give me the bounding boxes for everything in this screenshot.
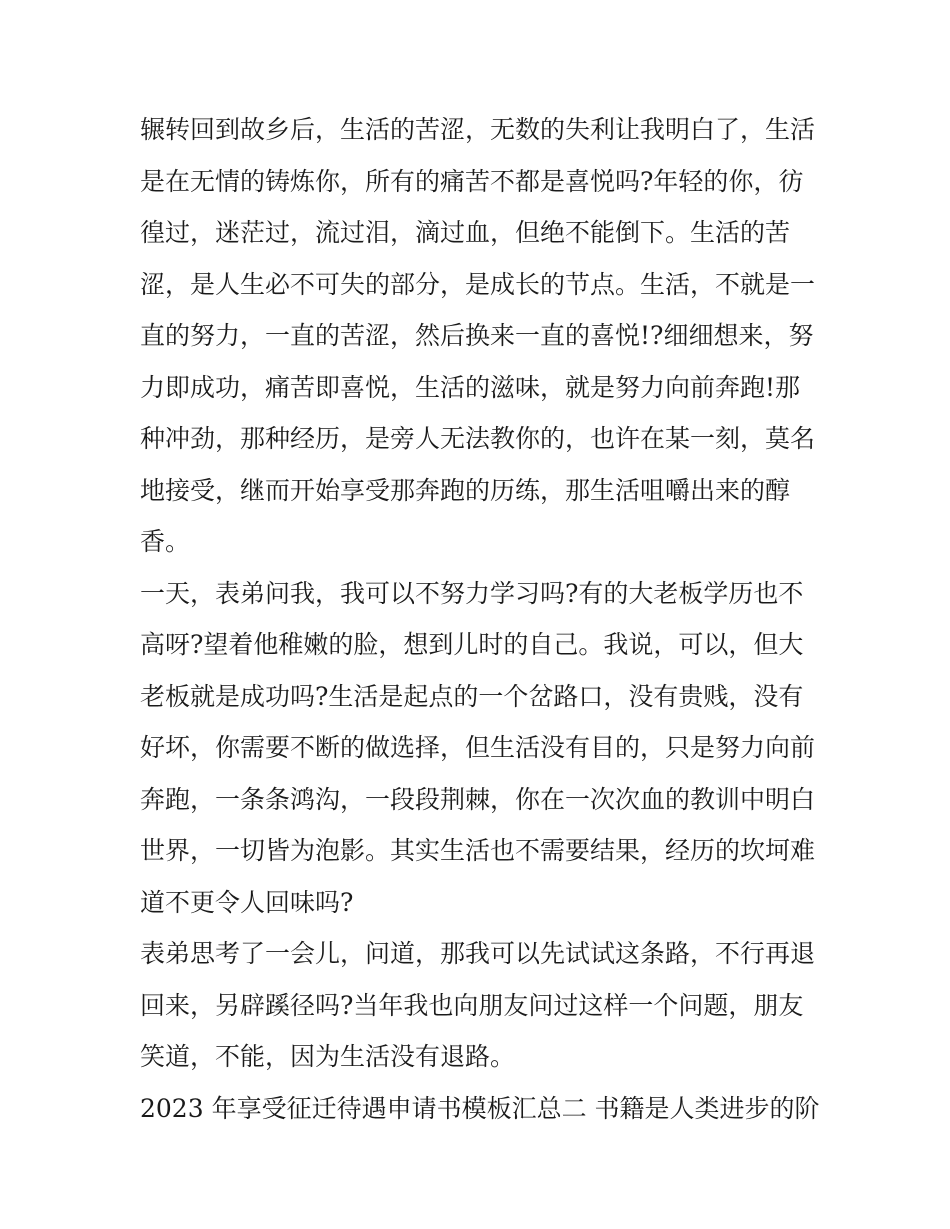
text-line: 回来，另辟蹊径吗?当年我也向朋友问过这样一个问题，朋友 — [140, 990, 804, 1020]
text-line: 是在无情的铸炼你，所有的痛苦不都是喜悦吗?年轻的你，彷 — [140, 166, 804, 196]
text-line: 高呀?望着他稚嫩的脸，想到儿时的自己。我说，可以，但大 — [140, 630, 804, 659]
text-line: 力即成功，痛苦即喜悦，生活的滋味，就是努力向前奔跑!那 — [140, 372, 801, 402]
text-line: 香。 — [140, 527, 191, 556]
text-line: 世界，一切皆为泡影。其实生活也不需要结果，经历的坎坷难 — [140, 836, 816, 865]
text-line: 一天，表弟问我，我可以不努力学习吗?有的大老板学历也不 — [140, 578, 804, 608]
text-line: 辗转回到故乡后，生活的苦涩，无数的失利让我明白了，生活 — [140, 115, 816, 144]
text-line: 徨过，迷茫过，流过泪，滴过血，但绝不能倒下。生活的苦 — [140, 218, 791, 247]
text-line: 直的努力，一直的苦涩，然后换来一直的喜悦!?细细想来，努 — [140, 321, 814, 350]
text-line: 道不更令人回味吗? — [140, 887, 354, 917]
text-line: 地接受，继而开始享受那奔跑的历练，那生活咀嚼出来的醇 — [140, 475, 791, 505]
text-line: 好坏，你需要不断的做选择，但生活没有目的，只是努力向前 — [140, 733, 816, 762]
body-text — [140, 104, 820, 1134]
text-line: 表弟思考了一会儿，问道，那我可以先试试这条路，不行再退 — [140, 939, 816, 968]
text-line: 种冲劲，那种经历，是旁人无法教你的，也许在某一刻，莫名 — [140, 424, 816, 453]
text-line: 2023 年享受征迁待遇申请书模板汇总二 书籍是人类进步的阶 — [140, 1093, 820, 1123]
text-line: 老板就是成功吗?生活是起点的一个岔路口，没有贵贱，没有 — [140, 681, 804, 711]
text-line: 涩，是人生必不可失的部分，是成长的节点。生活，不就是一 — [140, 269, 816, 299]
text-line: 奔跑，一条条鸿沟，一段段荆棘，你在一次次血的教训中明白 — [140, 784, 816, 814]
text-line: 笑道，不能，因为生活没有退路。 — [140, 1042, 516, 1071]
